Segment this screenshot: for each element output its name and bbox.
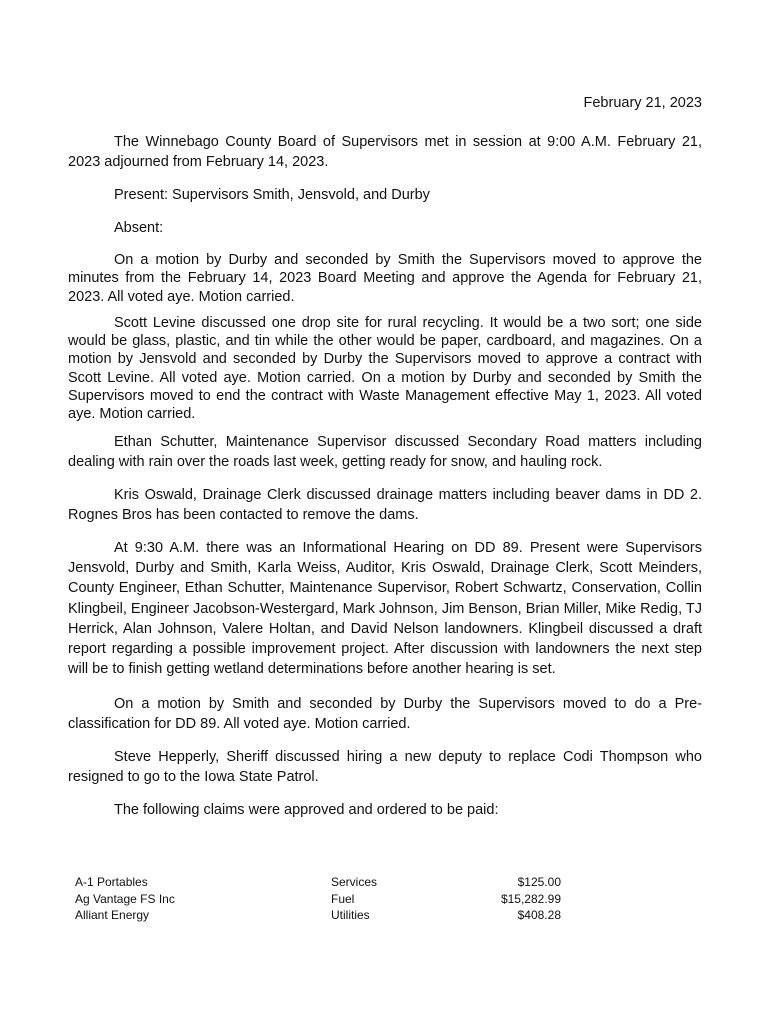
table-row — [75, 891, 561, 908]
paragraph-claims-intro: The following claims were approved and ordered to be paid: — [114, 801, 499, 818]
paragraph-preclassification: On a motion by Smith and seconded by Durby the Supervisors moved to do a Pre-classification for DD 89. All voted aye. Motion carried. — [68, 695, 702, 732]
paragraph-sheriff: Steve Hepperly, Sheriff discussed hiring a new deputy to replace Codi Thompson who resigned to go to the Iowa State Patrol. — [68, 748, 702, 785]
claim-vendor: A-1 Portables — [75, 875, 148, 889]
paragraph-present: Present: Supervisors Smith, Jensvold, and Durby — [114, 187, 430, 203]
claim-vendor: Alliant Energy — [75, 908, 150, 922]
paragraph-absent: Absent: — [114, 220, 164, 236]
paragraph-recycling: Scott Levine discussed one drop site for rural recycling. It would be a two sort; one side would be glass, plastic, and tin while the other would be paper, cardboard, and magazines. On a motion by Jensvold and seconded by Durby the Supervisors moved to approve a contract with Scott Levine. All voted aye. Motion carried. On a motion by Durby and seconded by Smith the Supervisors moved to end the contract with Waste Management effective May 1, 2023. All voted aye. Motion carried. — [68, 314, 702, 423]
table-row — [75, 874, 561, 891]
claim-description: Fuel — [331, 891, 355, 906]
claim-amount: $408.28 — [517, 908, 561, 922]
claim-amount: $15,282.99 — [500, 891, 561, 906]
claims-table — [75, 874, 561, 924]
table-row — [75, 907, 561, 924]
claim-description: Utilities — [331, 908, 370, 922]
paragraph-drainage: Kris Oswald, Drainage Clerk discussed drainage matters including beaver dams in DD 2. Rognes Bros has been contacted to remove the dams. — [68, 486, 702, 523]
paragraph-secondary-road: Ethan Schutter, Maintenance Supervisor discussed Secondary Road matters including dealing with rain over the roads last week, getting ready for snow, and hauling rock. — [68, 433, 702, 470]
claim-description: Services — [331, 875, 378, 889]
claim-vendor: Ag Vantage FS Inc — [75, 891, 175, 906]
paragraph-hearing: At 9:30 A.M. there was an Informational Hearing on DD 89. Present were Supervisors Jensvold, Durby and Smith, Karla Weiss, Auditor, Kris Oswald, Drainage Clerk, Scott Meinders, County Engineer, Ethan Schutter, Maintenance Supervisor, Robert Schwartz, Conservation, Collin Klingbeil, Engineer Jacobson-Westergard, Mark Johnson, Jim Benson, Brian Miller, Mike Redig, TJ Herrick, Alan Johnson, Valere Holtan, and David Nelson landowners. Klingbeil discussed a draft report regarding a possible improvement project. After discussion with landowners the next step will be to finish getting wetland determinations before another hearing is set. — [68, 539, 702, 678]
meeting-date: February 21, 2023 — [583, 95, 702, 111]
paragraph-minutes-motion: On a motion by Durby and seconded by Smith the Supervisors moved to approve the minutes from the February 14, 2023 Board Meeting and approve the Agenda for February 21, 2023. All voted aye. Motion carried. — [68, 252, 702, 305]
claim-amount: $125.00 — [517, 875, 561, 889]
paragraph-session: The Winnebago County Board of Supervisors met in session at 9:00 A.M. February 21, 2023 adjourned from February 14, 2023. — [68, 134, 702, 170]
minutes-body — [68, 132, 702, 833]
